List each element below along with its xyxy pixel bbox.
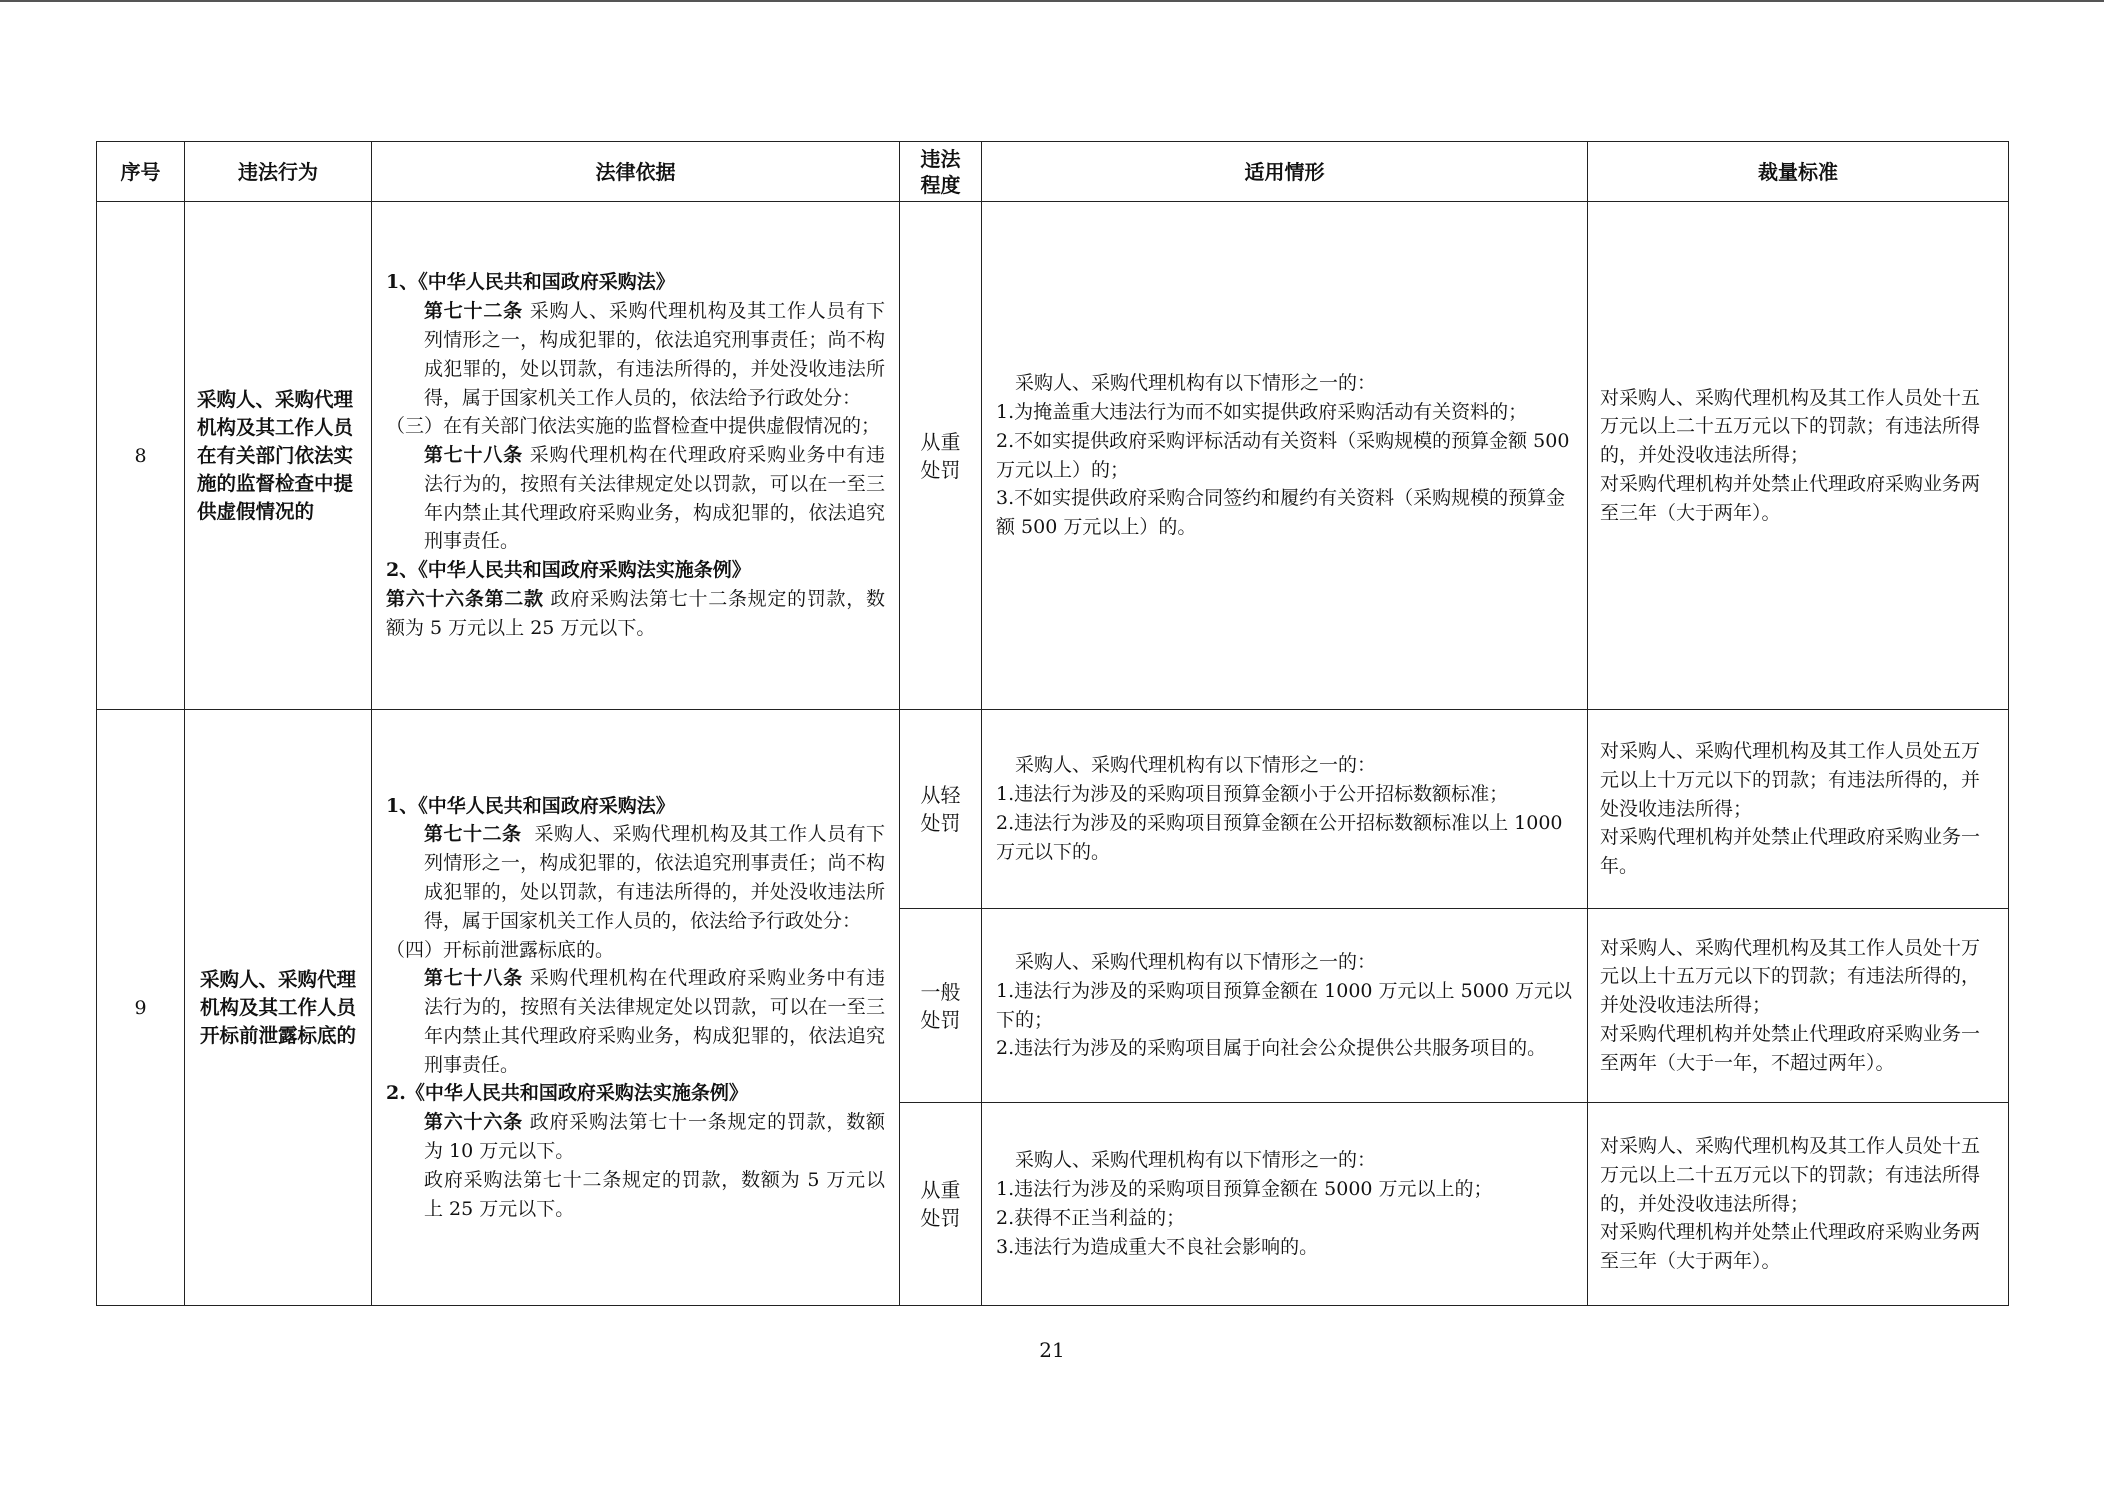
row9-situation-heavy: 采购人、采购代理机构有以下情形之一的： 1.违法行为涉及的采购项目预算金额在 5000 万元以上的； 2.获得不正当利益的； 3.违法行为造成重大不良社会影响的。 xyxy=(982,1103,1588,1306)
row8-law-title1: 1、《中华人民共和国政府采购法》 xyxy=(386,271,675,294)
row9-law-art66: 第六十六条 政府采购法第七十一条规定的罚款，数额为 10 万元以下。 xyxy=(424,1111,885,1163)
row9-standard-heavy: 对采购人、采购代理机构及其工作人员处十五万元以上二十五万元以下的罚款；有违法所得的，并处没收违法所得； 对采购代理机构并处禁止代理政府采购业务两至三年（大于两年）。 xyxy=(1588,1103,2009,1306)
row9-law-title1: 1、《中华人民共和国政府采购法》 xyxy=(386,794,675,817)
row8-law-item3: （三）在有关部门依法实施的监督检查中提供虚假情况的； xyxy=(386,415,881,438)
row9-act: 采购人、采购代理机构及其工作人员开标前泄露标底的 xyxy=(185,710,372,1306)
row9-degree-heavy: 从重 处罚 xyxy=(900,1103,982,1306)
row9-degree-light: 从轻 处罚 xyxy=(900,710,982,909)
row9-law-title2: 2.《中华人民共和国政府采购法实施条例》 xyxy=(386,1082,748,1105)
row9-law-art78: 第七十八条 采购代理机构在代理政府采购业务中有违法行为的，按照有关法律规定处以罚款，可以在一至三年内禁止其代理政府采购业务，构成犯罪的，依法追究刑事责任。 xyxy=(424,967,885,1076)
table-row-9a xyxy=(97,710,2009,909)
row8-law-art66: 第六十六条第二款 政府采购法第七十二条规定的罚款，数额为 5 万元以上 25 万元以下。 xyxy=(386,588,885,639)
row8-act: 采购人、采购代理机构及其工作人员在有关部门依法实施的监督检查中提供虚假情况的 xyxy=(185,202,372,710)
row9-law xyxy=(372,710,900,1306)
row9-standard-normal: 对采购人、采购代理机构及其工作人员处十万元以上十五万元以下的罚款；有违法所得的，并处没收违法所得； 对采购代理机构并处禁止代理政府采购业务一至两年（大于一年，不超过两年）。 xyxy=(1588,909,2009,1103)
row8-law-art78: 第七十八条 采购代理机构在代理政府采购业务中有违法行为的，按照有关法律规定处以罚款，可以在一至三年内禁止其代理政府采购业务，构成犯罪的，依法追究刑事责任。 xyxy=(424,444,885,553)
row8-law-title2: 2、《中华人民共和国政府采购法实施条例》 xyxy=(386,559,751,582)
row8-degree: 从重 处罚 xyxy=(900,202,982,710)
row9-law-art66-p2: 政府采购法第七十二条规定的罚款，数额为 5 万元以上 25 万元以下。 xyxy=(424,1168,885,1220)
row8-law-art72: 第七十二条 采购人、采购代理机构及其工作人员有下列情形之一，构成犯罪的，依法追究刑事责任；尚不构成犯罪的，处以罚款，有违法所得的，并处没收违法所得，属于国家机关工作人员的，依法给予行政处分： xyxy=(424,300,885,409)
header-no: 序号 xyxy=(97,142,185,202)
page-number: 21 xyxy=(1039,1338,1065,1362)
header-standard: 裁量标准 xyxy=(1588,142,2009,202)
top-border-line xyxy=(0,0,2104,2)
row8-standard: 对采购人、采购代理机构及其工作人员处十五万元以上二十五万元以下的罚款；有违法所得的，并处没收违法所得； 对采购代理机构并处禁止代理政府采购业务两至三年（大于两年）。 xyxy=(1588,202,2009,710)
row9-standard-light: 对采购人、采购代理机构及其工作人员处五万元以上十万元以下的罚款；有违法所得的，并处没收违法所得； 对采购代理机构并处禁止代理政府采购业务一年。 xyxy=(1588,710,2009,909)
row9-law-art72: 第七十二条 采购人、采购代理机构及其工作人员有下列情形之一，构成犯罪的，依法追究刑事责任；尚不构成犯罪的，处以罚款，有违法所得的，并处没收违法所得，属于国家机关工作人员的，依法给予行政处分： xyxy=(424,823,885,932)
row8-no: 8 xyxy=(97,202,185,710)
row8-law xyxy=(372,202,900,710)
header-degree: 违法程度 xyxy=(900,142,982,202)
row9-degree-normal: 一般 处罚 xyxy=(900,909,982,1103)
row9-no: 9 xyxy=(97,710,185,1306)
header-situation: 适用情形 xyxy=(982,142,1588,202)
table-row-8 xyxy=(97,202,2009,710)
header-act: 违法行为 xyxy=(185,142,372,202)
row9-law-item4: （四）开标前泄露标底的。 xyxy=(386,938,615,961)
header-law: 法律依据 xyxy=(372,142,900,202)
header-row xyxy=(97,142,2009,202)
row9-situation-light: 采购人、采购代理机构有以下情形之一的： 1.违法行为涉及的采购项目预算金额小于公开招标数额标准； 2.违法行为涉及的采购项目预算金额在公开招标数额标准以上 1000 万元以下的。 xyxy=(982,710,1588,909)
row9-situation-normal: 采购人、采购代理机构有以下情形之一的： 1.违法行为涉及的采购项目预算金额在 1000 万元以上 5000 万元以下的； 2.违法行为涉及的采购项目属于向社会公众提供公共服务项目的。 xyxy=(982,909,1588,1103)
penalty-standard-table xyxy=(96,141,2009,1306)
row8-situation: 采购人、采购代理机构有以下情形之一的： 1.为掩盖重大违法行为而不如实提供政府采购活动有关资料的； 2.不如实提供政府采购评标活动有关资料（采购规模的预算金额 500 万元以上）的； 3.不如实提供政府采购合同签约和履约有关资料（采购规模的预算金额 500 万元以上）的。 xyxy=(982,202,1588,710)
